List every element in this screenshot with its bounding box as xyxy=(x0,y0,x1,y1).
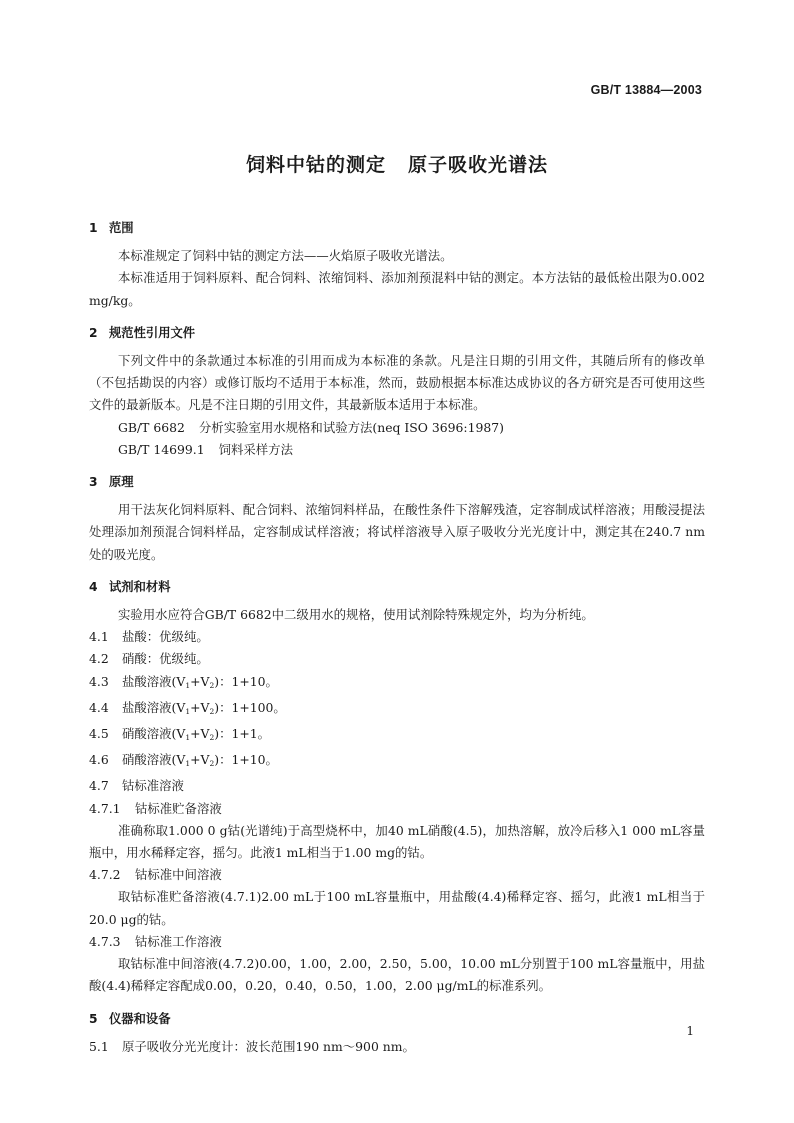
clause-item: 4.2 硝酸：优级纯。 xyxy=(89,651,209,667)
section-heading-reagents: 4 试剂和材料 xyxy=(89,579,171,594)
paragraph: 本标准规定了饲料中钴的测定方法——火焰原子吸收光谱法。 xyxy=(118,248,453,264)
clause-item: 4.7 钴标准溶液 xyxy=(89,778,184,794)
title-part-1: 饲料中钴的测定 xyxy=(245,154,386,176)
paragraph: 取钴标准中间溶液(4.7.2)0.00，1.00，2.00，2.50，5.00，10.00 mL分别置于100 mL容量瓶中，用盐酸(4.4)稀释定容配成0.00，0.20，0.40，0.50，1.00，2.00 μg/mL的标准系列。 xyxy=(89,956,705,994)
paragraph: 取钴标准贮备溶液(4.7.1)2.00 mL于100 mL容量瓶中，用盐酸(4.4)稀释定容、摇匀，此液1 mL相当于20.0 μg的钴。 xyxy=(89,889,705,927)
document-body xyxy=(89,217,705,1058)
section-heading-scope: 1 范围 xyxy=(89,221,134,235)
section-heading-apparatus: 5 仪器和设备 xyxy=(89,1011,171,1026)
paragraph: 实验用水应符合GB/T 6682中二级用水的规格，使用试剂除特殊规定外，均为分析纯。 xyxy=(118,607,594,623)
clause-item: 4.1 盐酸：优级纯。 xyxy=(89,629,209,645)
reference-item: GB/T 14699.1 饲料采样方法 xyxy=(118,441,293,457)
subclause-heading: 4.7.2 钴标准中间溶液 xyxy=(89,867,222,883)
paragraph: 下列文件中的条款通过本标准的引用而成为本标准的条款。凡是注日期的引用文件，其随后所有的修改单（不包括勘误的内容）或修订版均不适用于本标准，然而，鼓励根据本标准达成协议的各方研究是否可使用这些文件的最新版本。凡是不注日期的引用文件，其最新版本适用于本标准。 xyxy=(89,353,705,413)
clause-item: 4.4 盐酸溶液$(V_1+V_2)$：1+100。 xyxy=(89,699,286,716)
document-title xyxy=(0,150,794,177)
clause-item: 4.3 盐酸溶液$(V_1+V_2)$：1+10。 xyxy=(89,673,278,690)
section-heading-principle: 3 原理 xyxy=(89,475,134,490)
paragraph: 用干法灰化饲料原料、配合饲料、浓缩饲料样品，在酸性条件下溶解残渣，定容制成试样溶液；用酸浸提法处理添加剂预混合饲料样品，定容制成试样溶液；将试样溶液导入原子吸收分光光度计中，测定其在240.7 nm处的吸光度。 xyxy=(89,502,705,562)
page-number: 1 xyxy=(686,1024,694,1038)
subclause-heading: 4.7.1 钴标准贮备溶液 xyxy=(89,800,222,816)
clause-item: 4.5 硝酸溶液$(V_1+V_2)$：1+1。 xyxy=(89,726,271,743)
paragraph: 准确称取1.000 0 g钴(光谱纯)于高型烧杯中，加40 mL硝酸(4.5)，加热溶解，放冷后移入1 000 mL容量瓶中，用水稀释定容，摇匀。此液1 mL相当于1.00 mg的钴。 xyxy=(89,822,705,861)
clause-item: 5.1 原子吸收分光光度计：波长范围190 nm～900 nm。 xyxy=(89,1038,415,1054)
clause-item: 4.6 硝酸溶液$(V_1+V_2)$：1+10。 xyxy=(89,752,278,769)
section-heading-normative-references: 2 规范性引用文件 xyxy=(89,325,196,340)
standard-number: GB/T 13884—2003 xyxy=(590,83,702,97)
reference-item: GB/T 6682 分析实验室用水规格和试验方法(neq ISO 3696:1987) xyxy=(118,419,504,435)
paragraph: 本标准适用于饲料原料、配合饲料、浓缩饲料、添加剂预混料中钴的测定。本方法钴的最低检出限为0.002 mg/kg。 xyxy=(89,270,705,308)
subclause-heading: 4.7.3 钴标准工作溶液 xyxy=(89,933,222,949)
title-part-2: 原子吸收光谱法 xyxy=(408,154,549,176)
